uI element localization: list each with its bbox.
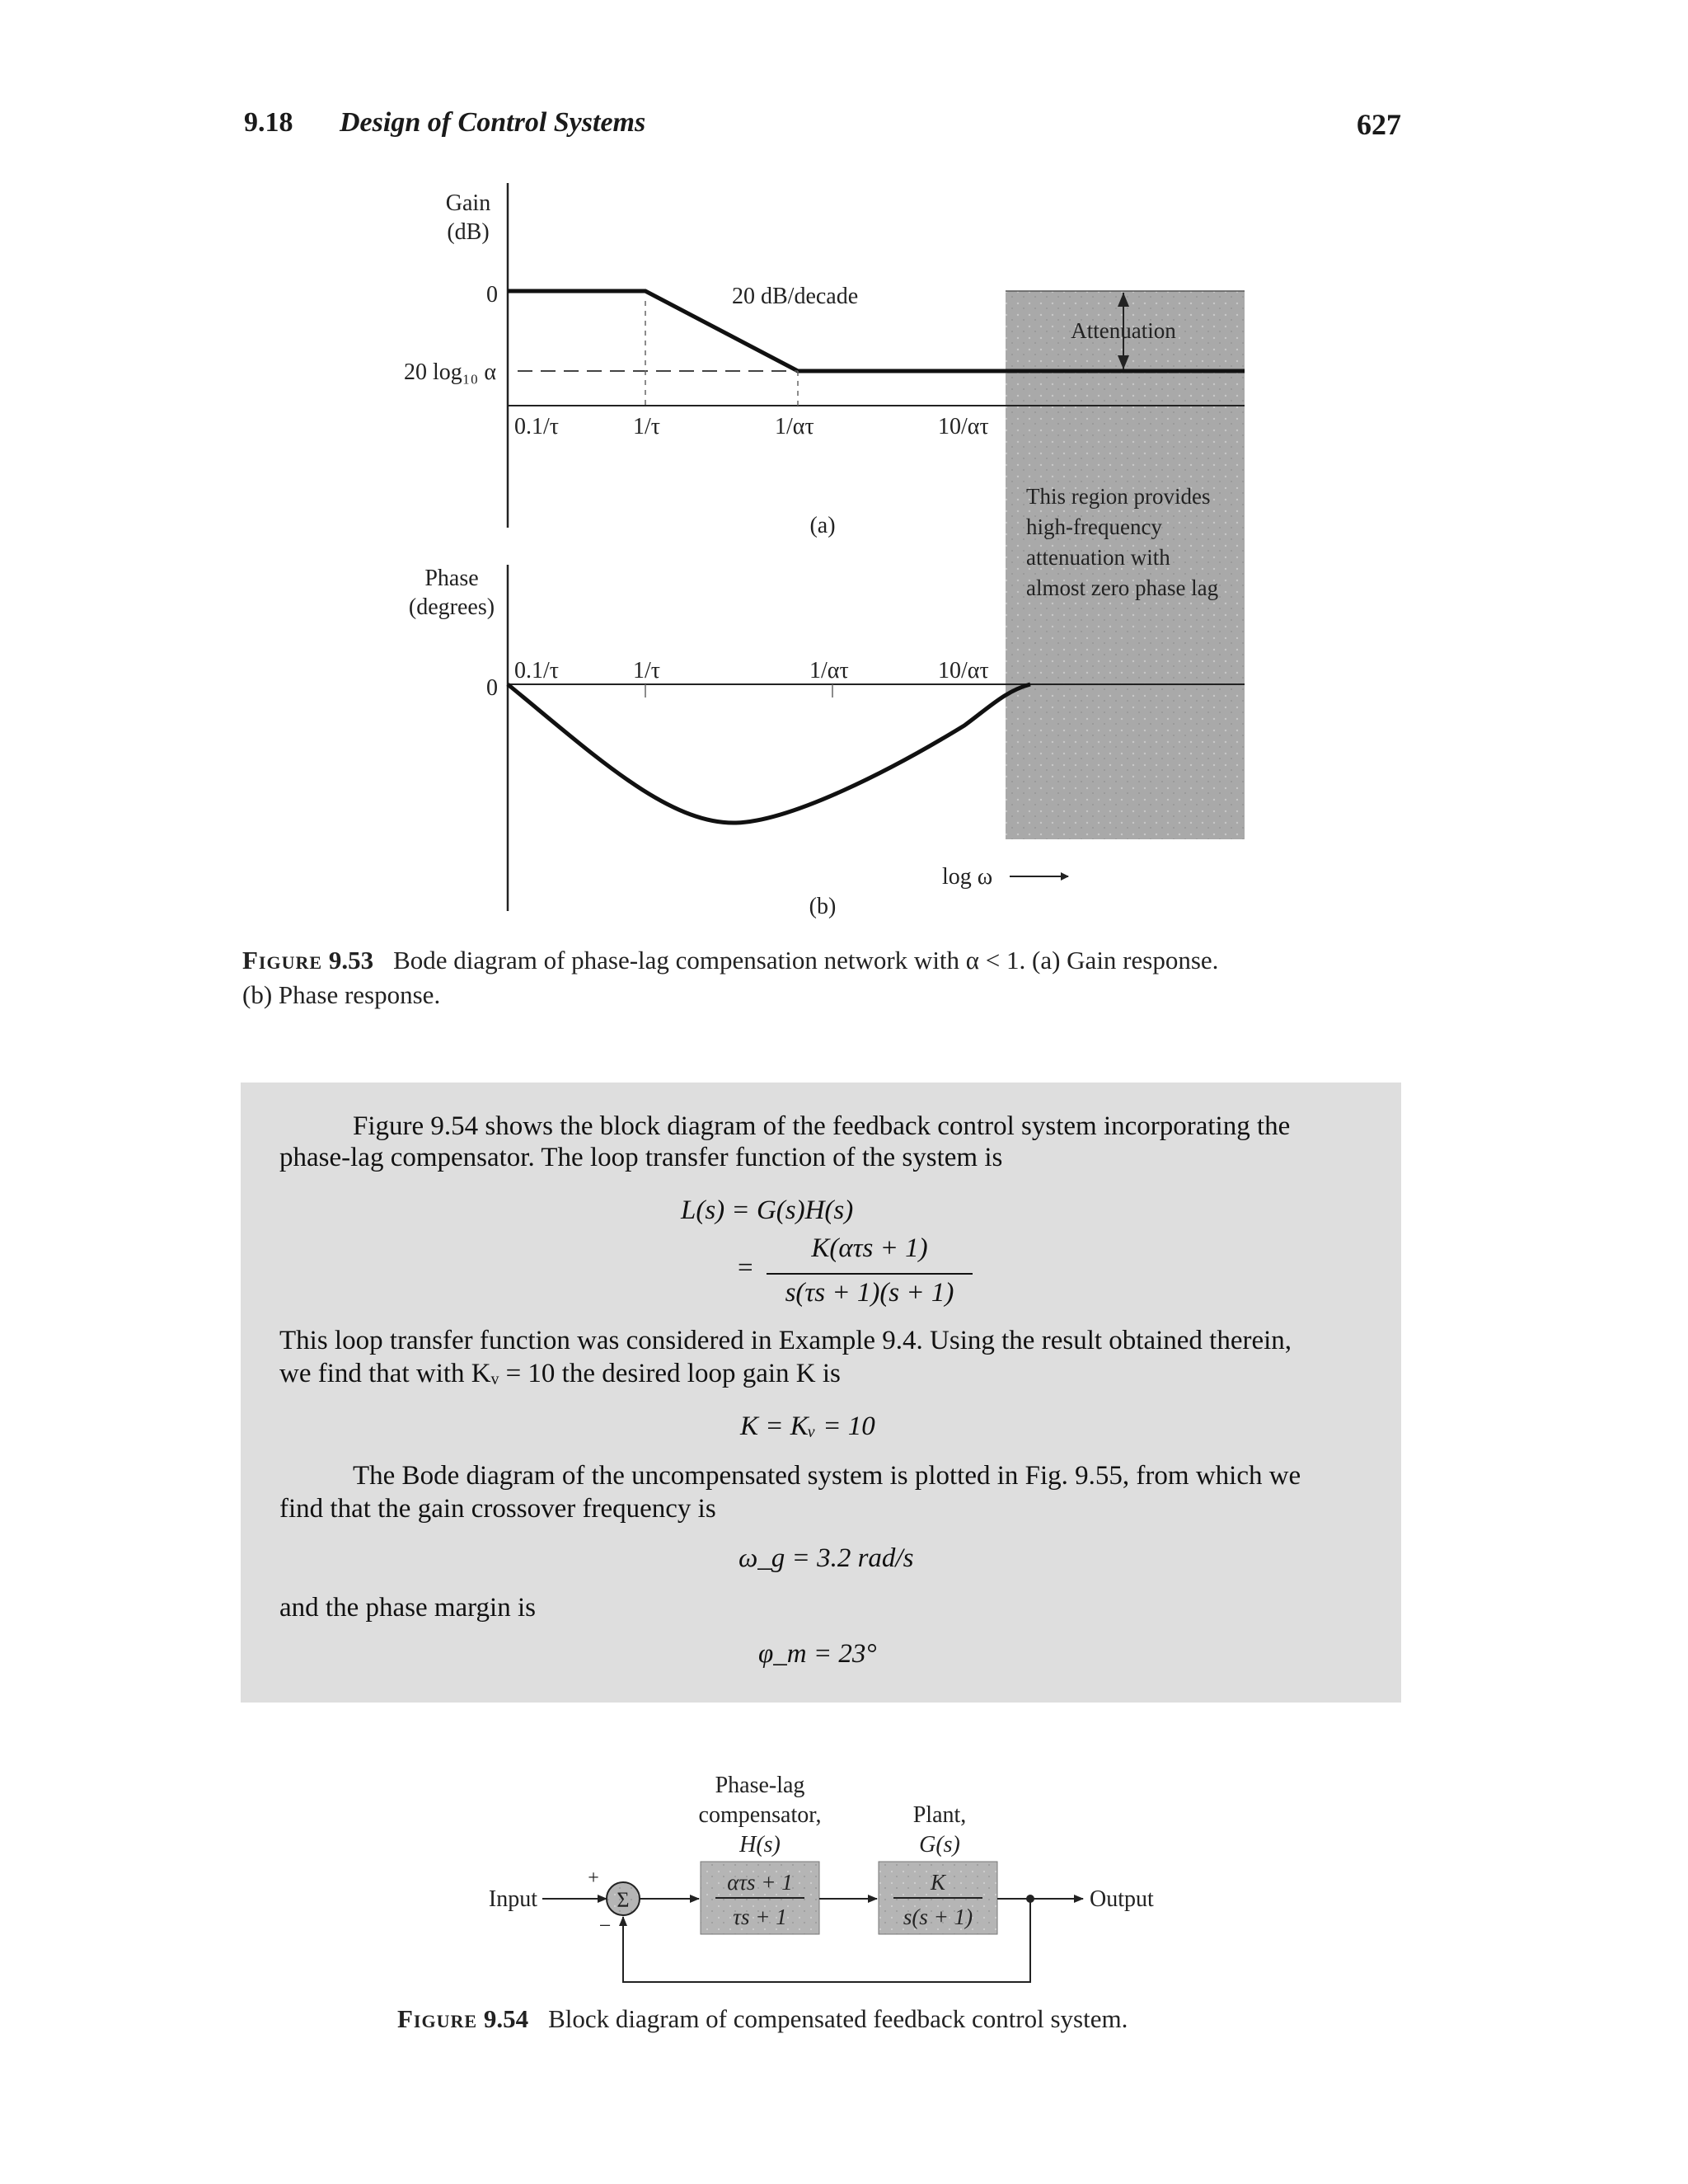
x-axis-label: log ω (942, 864, 993, 890)
phase-axis-unit: (degrees) (408, 594, 495, 620)
minus-sign: − (598, 1914, 612, 1937)
block-diagram-figure (0, 1764, 1688, 2012)
section-number: 9.18 (244, 107, 293, 138)
region-note-line-2: high-frequency (1026, 514, 1162, 539)
panel-a-label: (a) (809, 513, 836, 538)
output-label: Output (1090, 1886, 1154, 1912)
compensator-label-line-3: H(s) (739, 1832, 781, 1858)
paragraph-2-line-2: we find that with Kᵥ = 10 the desired loop gain K is (279, 1359, 841, 1388)
plant-label-line-1: Plant, (912, 1802, 967, 1828)
paragraph-1-line-2: phase-lag compensator. The loop transfer function of the system is (279, 1143, 1003, 1172)
bode-diagram-figure (0, 0, 1688, 932)
figure-9-54-caption: Figure 9.54 Block diagram of compensated feedback control system. (397, 2004, 1128, 2033)
attenuation-label: Attenuation (1071, 318, 1176, 343)
paragraph-4: and the phase margin is (279, 1593, 536, 1623)
gain-axis-label: Gain (445, 190, 491, 216)
phase-curve (508, 684, 1030, 823)
plant-label-line-2: G(s) (919, 1832, 960, 1858)
plant-denominator: s(s + 1) (903, 1905, 973, 1929)
figure-9-53-caption: Figure 9.53 Bode diagram of phase-lag compensation network with α < 1. (a) Gain response. (242, 946, 1219, 975)
phase-axis-label: Phase (424, 566, 479, 591)
gain-tick-label-1: 1/τ (633, 414, 661, 439)
paragraph-2-line-1: This loop transfer function was considered in Example 9.4. Using the result obtained therein, (279, 1326, 1292, 1355)
gain-axis-unit: (dB) (447, 219, 490, 245)
figure-9-53-caption-line-2: (b) Phase response. (242, 980, 441, 1009)
phase-zero-tick: 0 (486, 675, 498, 701)
compensator-label-line-2: compensator, (698, 1802, 822, 1828)
phase-margin-equation: φ_m = 23° (758, 1639, 877, 1669)
compensator-label-line-1: Phase-lag (715, 1773, 805, 1798)
fraction-bar (767, 1273, 973, 1275)
phase-tick-label-1: 1/τ (633, 658, 661, 683)
slope-label: 20 dB/decade (732, 284, 859, 309)
gain-tick-label-3: 10/ατ (938, 414, 989, 439)
gain-tick-label-2: 1/ατ (775, 414, 814, 439)
region-note-line-4: almost zero phase lag (1026, 575, 1219, 600)
chapter-title: Design of Control Systems (340, 107, 646, 138)
input-label: Input (488, 1886, 537, 1912)
region-note-line-1: This region provides (1026, 484, 1211, 509)
transfer-numerator: K(ατs + 1) (811, 1233, 928, 1263)
region-note-line-3: attenuation with (1026, 545, 1170, 570)
compensator-numerator: ατs + 1 (727, 1870, 793, 1895)
sum-symbol: Σ (617, 1888, 630, 1912)
plus-sign: + (588, 1867, 599, 1889)
gain-level-label: 20 log₁₀ α (404, 359, 496, 385)
panel-b-label: (b) (809, 894, 837, 919)
phase-tick-label-2: 1/ατ (809, 658, 849, 683)
paragraph-3-line-1: The Bode diagram of the uncompensated system is plotted in Fig. 9.55, from which we (353, 1461, 1301, 1491)
page-number: 627 (1357, 108, 1401, 141)
compensator-denominator: τs + 1 (733, 1905, 787, 1929)
gain-equation: K = Kᵥ = 10 (740, 1411, 875, 1441)
paragraph-1-line-1: Figure 9.54 shows the block diagram of the feedback control system incorporating the (353, 1111, 1291, 1141)
gain-zero-tick: 0 (486, 282, 498, 308)
plant-numerator: K (930, 1870, 946, 1895)
equals-sign: = (738, 1253, 753, 1283)
crossover-frequency-equation: ω_g = 3.2 rad/s (738, 1543, 914, 1573)
gain-tick-label-0: 0.1/τ (514, 414, 560, 439)
transfer-denominator: s(τs + 1)(s + 1) (785, 1278, 954, 1308)
loop-transfer-equation: L(s) = G(s)H(s) (681, 1195, 854, 1225)
paragraph-3-line-2: find that the gain crossover frequency is (279, 1494, 716, 1524)
phase-tick-label-0: 0.1/τ (514, 658, 560, 683)
phase-tick-label-3: 10/ατ (938, 658, 989, 683)
